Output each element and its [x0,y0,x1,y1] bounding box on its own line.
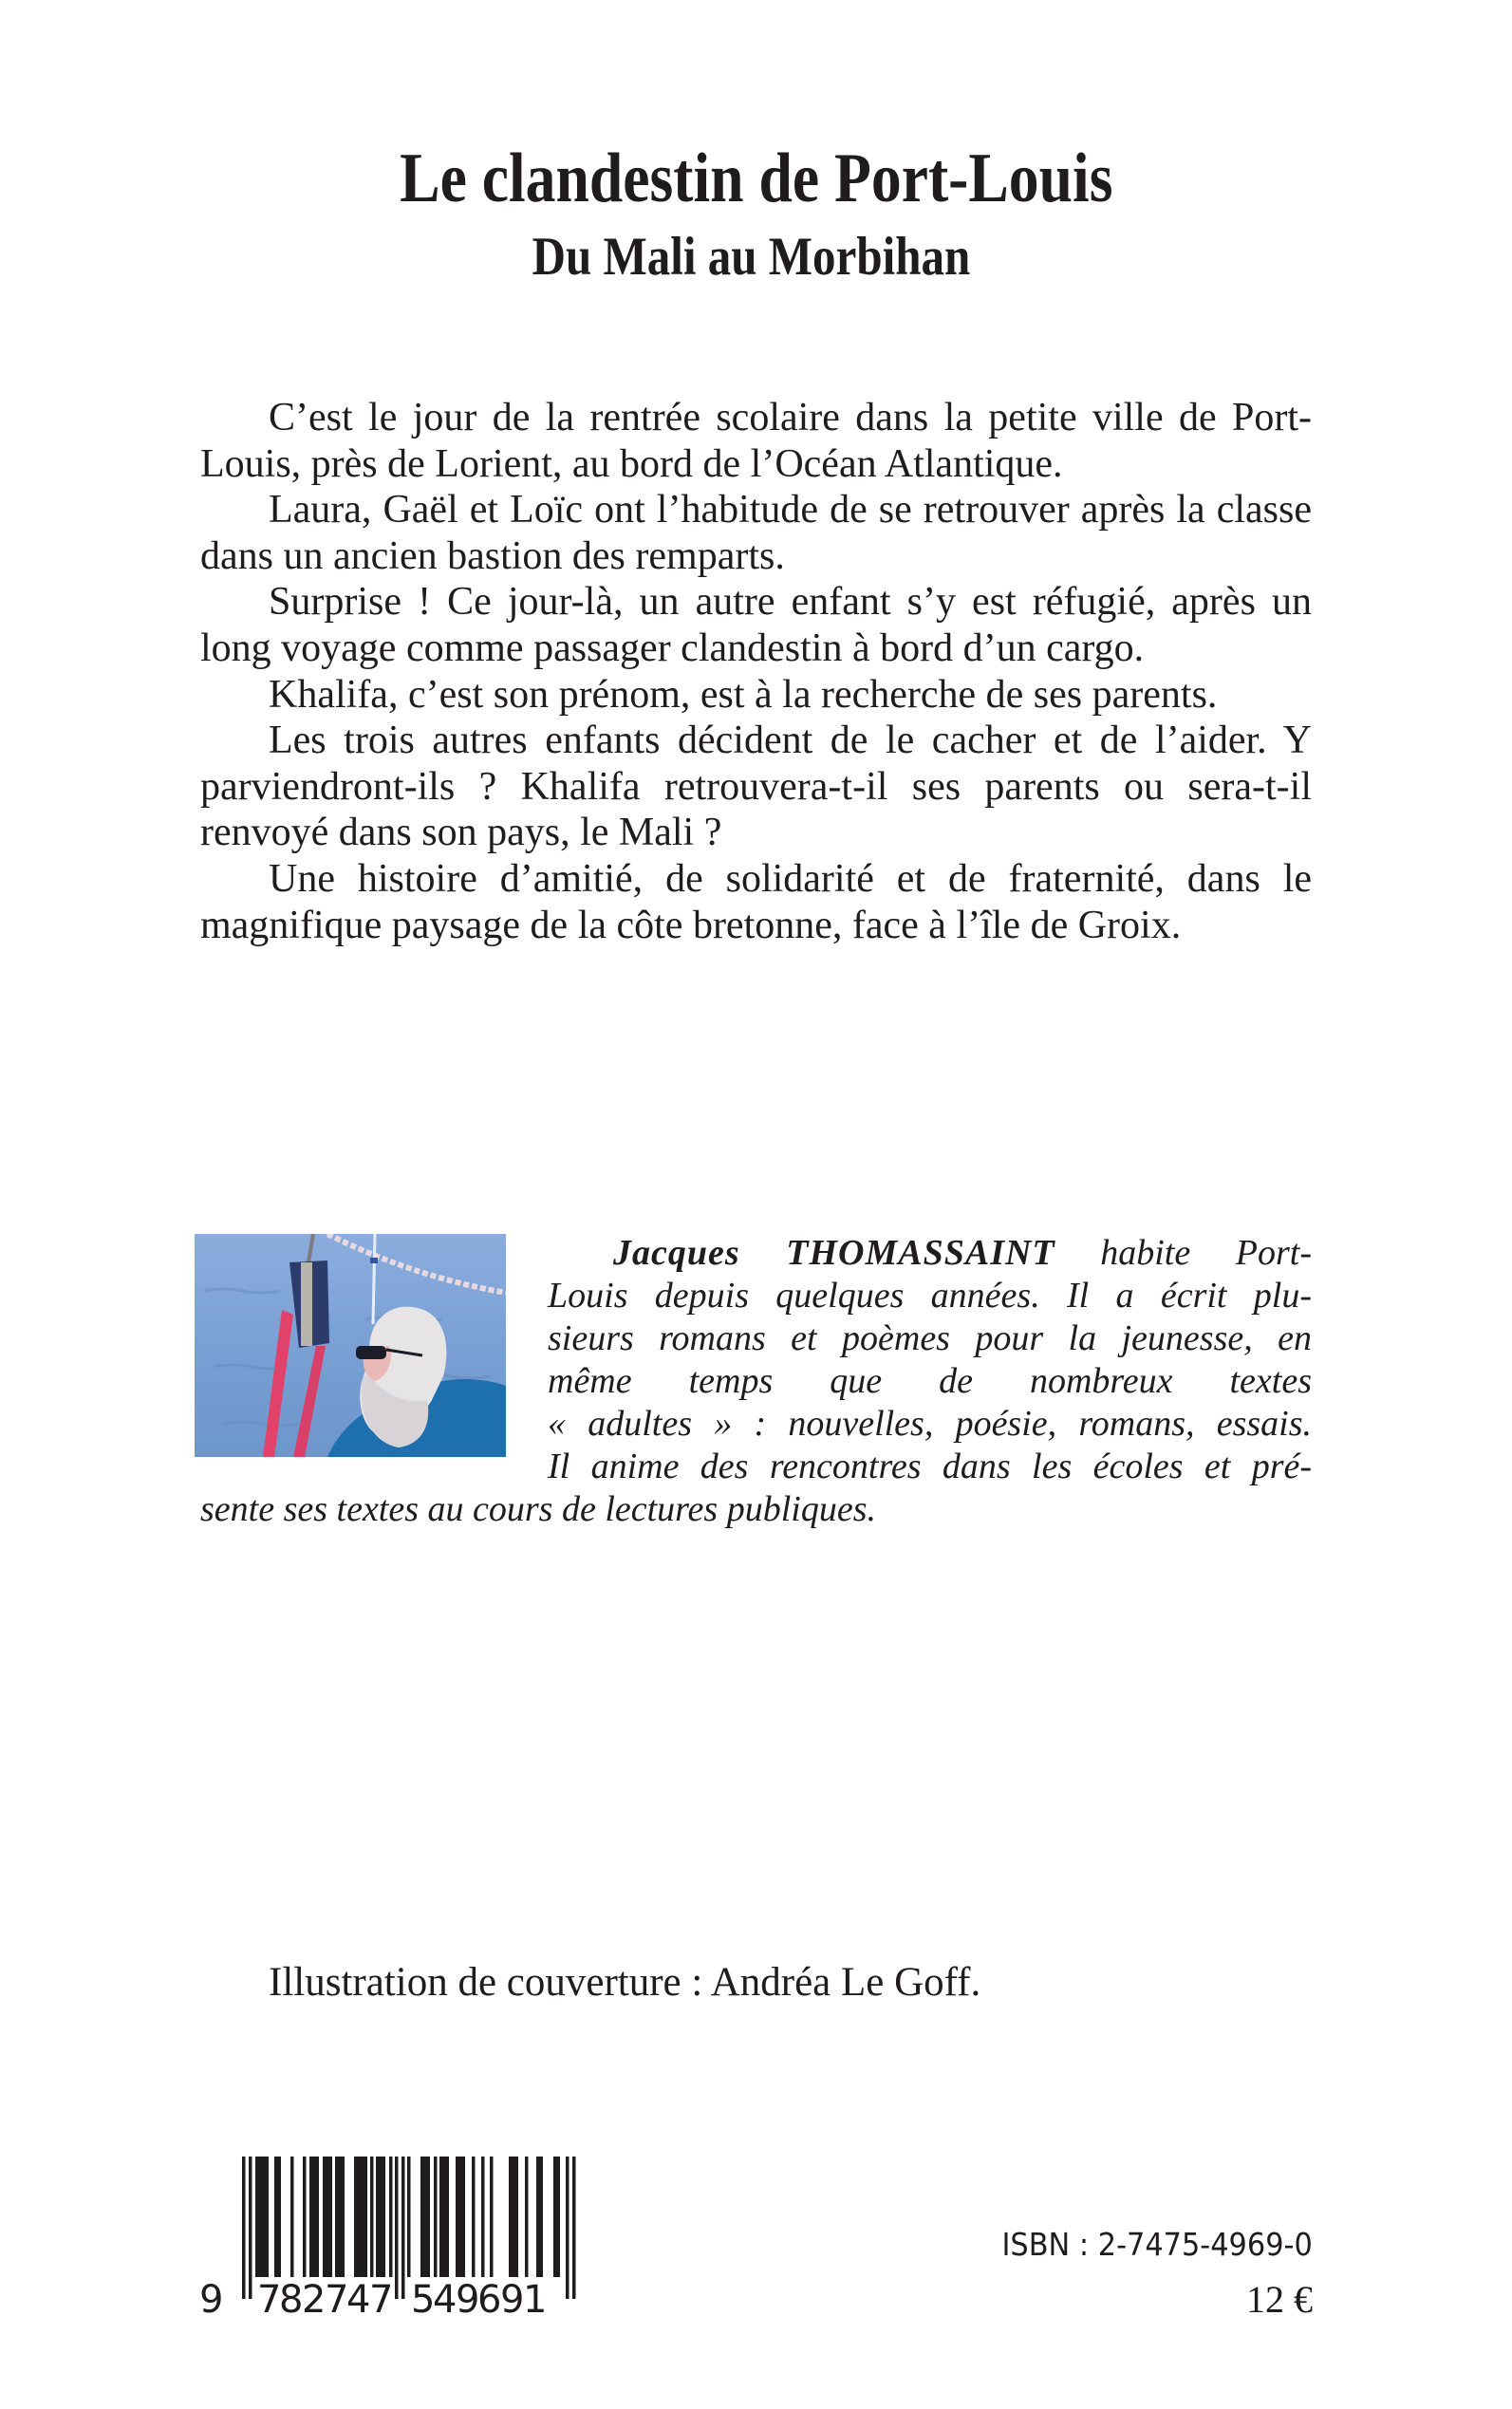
blurb-paragraph: Khalifa, c’est son prénom, est à la recherche de ses parents. [269,672,1218,717]
blurb-paragraph: Laura, Gaël et Loïc ont l’habitude de se retrouver après la classe dans un ancien bastion des remparts. [200,488,1312,578]
bio-line: sente ses textes au cours de lectures publiques. [200,1489,876,1529]
cover-illustration-credit: Illustration de couverture : Andréa Le Goff. [269,1960,981,2005]
blurb-paragraph: Les trois autres enfants décident de le cacher et de l’aider. Y parviendront-ils ? Khalifa retrouvera-t-il ses parents ou sera-t-il renvoyé dans son pays, le Mali ? [200,719,1312,855]
barcode-number: 9 7 8 2 7 4 7 5 4 9 6 9 1 [199,2278,548,2322]
book-subtitle: Du Mali au Morbihan [532,227,971,287]
author-bio [200,1232,1312,1531]
blurb-paragraph: Surprise ! Ce jour-là, un autre enfant s’y est réfugié, après un long voyage comme passager clandestin à bord d’un cargo. [200,580,1312,670]
isbn: ISBN : 2-7475-4969-0 [1001,2226,1313,2263]
bio-line: Il anime des rencontres dans les écoles et pré- [548,1447,1312,1486]
bio-line: « adultes » : nouvelles, poésie, romans, essais. [548,1404,1312,1444]
price: 12 € [1246,2278,1313,2321]
bio-line: même temps que de nombreux textes [548,1361,1312,1401]
blurb-paragraph: Une histoire d’amitié, de solidarité et de fraternité, dans le magnifique paysage de la côte bretonne, face à l’île de Groix. [200,856,1312,947]
bio-line: sieurs romans et poèmes pour la jeunesse, en [548,1318,1312,1358]
blurb-paragraph: C’est le jour de la rentrée scolaire dans la petite ville de Port-Louis, près de Lorient, au bord de l’Océan Atlantique. [200,396,1312,486]
bio-line: Louis depuis quelques années. Il a écrit plu- [548,1276,1312,1316]
bio-line: Jacques THOMASSAINT habite Port- [613,1233,1312,1273]
author-name: Jacques THOMASSAINT [613,1233,1055,1273]
back-cover-blurb [200,395,1312,948]
book-title: Le clandestin de Port-Louis [399,140,1113,217]
